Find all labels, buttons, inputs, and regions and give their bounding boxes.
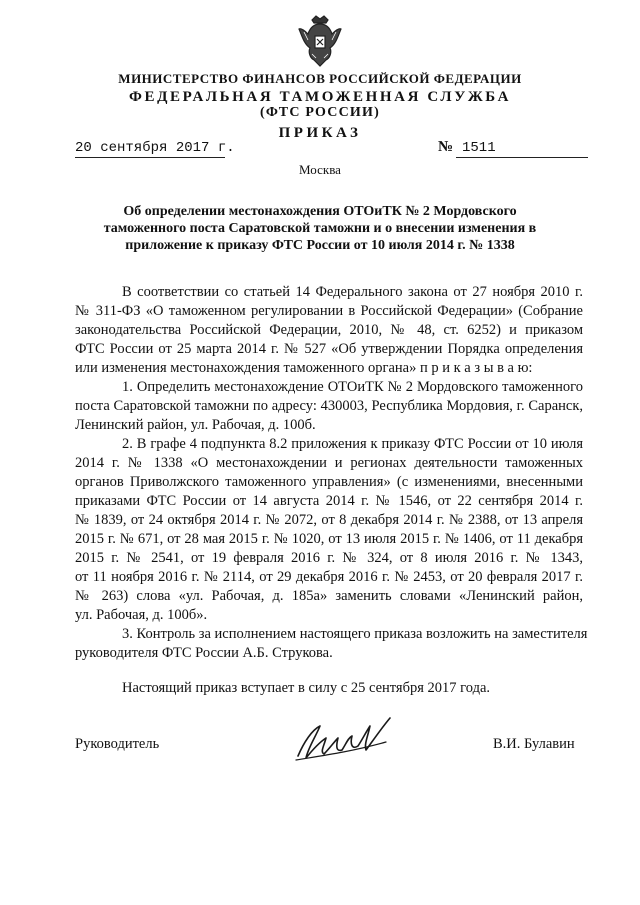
body-line: поста Саратовской таможни по адресу: 430003, Республика Мордовия, г. Саранск,: [75, 398, 583, 414]
body-line: приказами ФТС России от 14 августа 2014 г. № 1546, от 22 сентября 2014 г.: [75, 493, 583, 509]
body-line: ФТС России от 25 марта 2014 г. № 527 «Об утверждении Порядка определения: [75, 341, 583, 357]
body-line: № 263) слова «ул. Рабочая, д. 185а» заменить словами «Ленинский район,: [75, 588, 583, 604]
body-line: В соответствии со статьей 14 Федерального закона от 27 ноября 2010 г.: [122, 284, 583, 300]
enactment-clause: Настоящий приказ вступает в силу с 25 сентября 2017 года.: [122, 680, 491, 696]
body-line: 1. Определить местонахождение ОТОиТК № 2 Мордовского таможенного: [122, 379, 583, 395]
handwritten-signature: [290, 712, 400, 768]
order-title: [100, 203, 540, 254]
service-abbreviation: (ФТС РОССИИ): [260, 105, 380, 120]
body-line: 3. Контроль за исполнением настоящего приказа возложить на заместителя: [122, 626, 588, 642]
body-line: № 311-ФЗ «О таможенном регулировании в Российской Федерации» (Собрание: [75, 303, 583, 319]
order-number: 1511: [456, 140, 588, 158]
body-line: 2. В графе 4 подпункта 8.2 приложения к приказу ФТС России от 10 июля: [122, 436, 583, 452]
body-line: ул. Рабочая, д. 100б».: [75, 607, 208, 623]
body-line: руководителя ФТС России А.Б. Струкова.: [75, 645, 333, 661]
signatory-role: Руководитель: [75, 736, 160, 752]
body-line: от 11 ноября 2016 г. № 2114, от 29 декабря 2016 г. № 2453, от 20 февраля 2017 г.: [75, 569, 583, 585]
title-line: таможенного поста Саратовской таможни и о внесении изменения в: [103, 221, 537, 236]
order-body: [75, 283, 588, 663]
title-line: приложение к приказу ФТС России от 10 июля 2014 г. № 1338: [125, 238, 515, 253]
signatory-name: В.И. Булавин: [493, 736, 575, 752]
body-line: 2014 г. № 1338 «О местонахождении и регионах деятельности таможенных: [75, 455, 583, 471]
body-line: 2015 г. № 2541, от 19 февраля 2016 г. № 324, от 8 июля 2016 г. № 1343,: [75, 550, 583, 566]
service-heading: ФЕДЕРАЛЬНАЯ ТАМОЖЕННАЯ СЛУЖБА: [128, 89, 512, 105]
title-line: Об определении местонахождения ОТОиТК № 2 Мордовского: [123, 204, 517, 219]
order-number-label: №: [438, 139, 454, 155]
city: Москва: [299, 162, 341, 177]
body-line: 2015 г. № 671, от 28 мая 2015 г. № 1020, от 13 июля 2015 г. № 1406, от 11 декабря: [75, 531, 583, 547]
body-line: Ленинский район, ул. Рабочая, д. 100б.: [75, 417, 316, 433]
body-line: законодательства Российской Федерации, 2010, № 48, ст. 6252) и приказом: [75, 322, 583, 338]
body-line: № 1839, от 24 октября 2014 г. № 2072, от 8 декабря 2014 г. № 2388, от 13 апреля: [75, 512, 583, 528]
body-line: органов Приволжского таможенного управления» (с изменениями, внесенными: [75, 474, 583, 490]
coat-of-arms-icon: [298, 14, 342, 68]
order-date: 20 сентября 2017 г.: [75, 140, 235, 156]
document-type: ПРИКАЗ: [278, 125, 362, 141]
ministry-heading: МИНИСТЕРСТВО ФИНАНСОВ РОССИЙСКОЙ ФЕДЕРАЦИИ: [118, 71, 522, 86]
body-line: или изменения местонахождения таможенного органа» п р и к а з ы в а ю:: [75, 360, 533, 376]
